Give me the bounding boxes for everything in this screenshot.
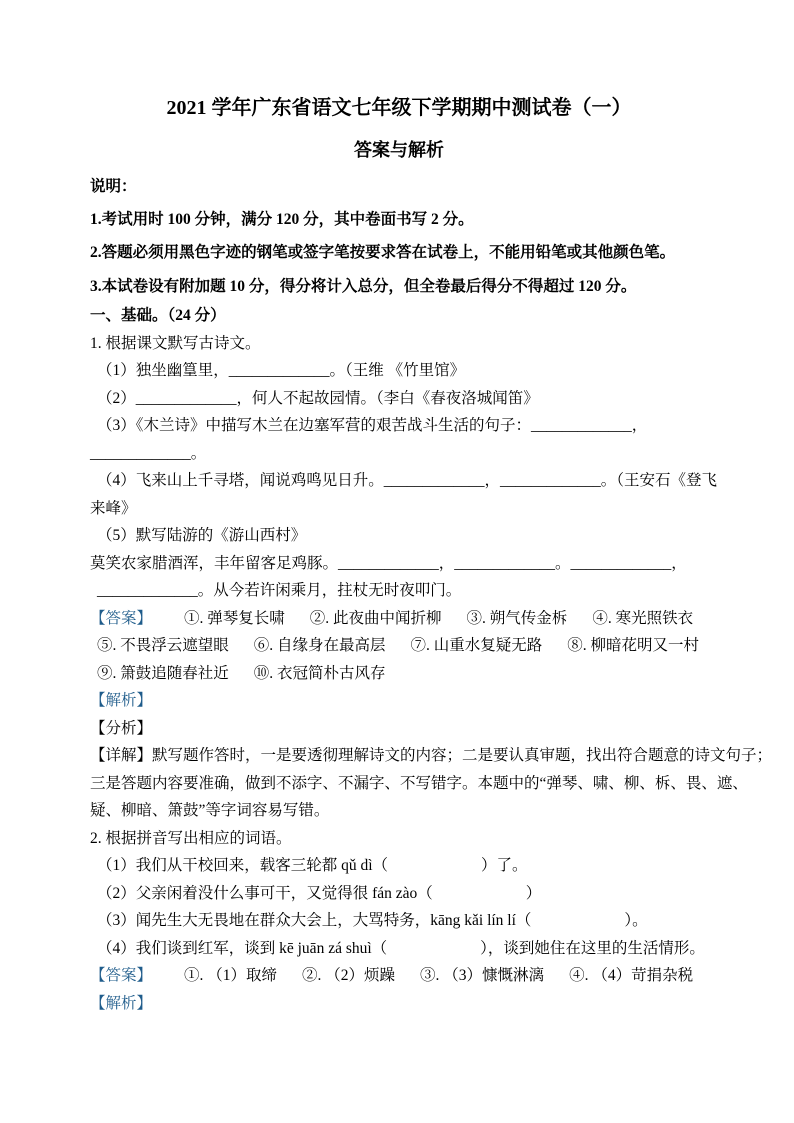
answer-item: ④. （4）苛捐杂税 bbox=[569, 967, 694, 984]
answer-item: ②. （2）烦躁 bbox=[302, 967, 396, 984]
q2-line-4: （4）我们谈到红军，谈到 kē juān zá shuì（ ），谈到她住在这里的生活情形。 bbox=[97, 939, 705, 957]
answer-item: ⑦. 山重水复疑无路 bbox=[410, 637, 543, 654]
q2-stem: 2. 根据拼音写出相应的词语。 bbox=[90, 829, 292, 847]
answer-item: ⑥. 自缘身在最高层 bbox=[253, 637, 386, 654]
q1-fenxi-label: 【分析】 bbox=[90, 719, 153, 737]
answer-item: ⑨. 箫鼓追随春社近 bbox=[97, 664, 229, 682]
q2-line-1: （1）我们从干校回来，载客三轮都 qǔ dì（ ）了。 bbox=[97, 857, 528, 874]
q2-answer-label: 【答案】 bbox=[90, 967, 153, 984]
q1-poem-line-2: _____________。从今若许闲乘月，拄杖无时夜叩门。 bbox=[97, 582, 462, 599]
page-subtitle: 答案与解析 bbox=[354, 140, 444, 160]
q1-answer-row-2 bbox=[90, 632, 708, 660]
answer-item: ①. （1）取缔 bbox=[184, 967, 278, 984]
answer-item: ⑩. 衣冠简朴古风存 bbox=[253, 664, 386, 682]
q1-line-3: （3）《木兰诗》中描写木兰在边塞军营的艰苦战斗生活的句子：_____________， bbox=[97, 417, 648, 434]
q1-answer-row-3 bbox=[90, 660, 708, 688]
q1-line-4-cont: 来峰》 bbox=[90, 499, 137, 517]
q1-jiexi-label: 【解析】 bbox=[90, 692, 153, 709]
note-item-2: 2.答题必须用黑色字迹的钢笔或签字笔按要求答在试卷上，不能用铅笔或其他颜色笔。 bbox=[90, 244, 676, 261]
page-title: 2021 学年广东省语文七年级下学期期中测试卷（一） bbox=[166, 97, 632, 119]
q1-line-5: （5）默写陆游的《游山西村》 bbox=[97, 527, 307, 544]
note-item-1: 1.考试用时 100 分钟，满分 120 分，其中卷面书写 2 分。 bbox=[90, 210, 474, 228]
q1-detail-line-1: 【详解】默写题作答时，一是要透彻理解诗文的内容；二是要认真审题，找出符合题意的诗文句子； bbox=[90, 747, 773, 764]
q2-line-2: （2）父亲闲着没什么事可干，又觉得很 fán zào（ ） bbox=[97, 884, 542, 902]
answer-item: ③. （3）慷慨淋漓 bbox=[420, 967, 545, 984]
q1-line-2: （2）_____________，何人不起故园情。（李白《春夜洛城闻笛》 bbox=[97, 389, 539, 407]
q2-jiexi-label: 【解析】 bbox=[90, 994, 153, 1012]
q1-detail-line-3: 疑、柳暗、箫鼓”等字词容易写错。 bbox=[90, 802, 330, 819]
q1-detail-line-2: 三是答题内容要准确，做到不添字、不漏字、不写错字。本题中的“弹琴、啸、柳、柝、畏、遮、 bbox=[90, 774, 748, 792]
answer-item: ⑧. 柳暗花明又一村 bbox=[567, 637, 700, 654]
q2-line-3: （3）闻先生大无畏地在群众大会上，大骂特务，kāng kǎi lín lí（ ）。 bbox=[97, 912, 648, 929]
answer-item: ①. 弹琴复长啸 bbox=[184, 609, 285, 627]
answer-item: ③. 朔气传金柝 bbox=[466, 609, 568, 627]
q1-poem-line-1: 莫笑农家腊酒浑，丰年留客足鸡豚。_____________，_____________。_____________， bbox=[90, 554, 687, 572]
section-heading: 一、基础。（24 分） bbox=[90, 307, 226, 324]
q1-stem: 1. 根据课文默写古诗文。 bbox=[90, 334, 261, 352]
q1-line-4: （4）飞来山上千寻塔，闻说鸡鸣见日升。_____________，_____________。（王安石《登飞 bbox=[97, 472, 718, 489]
q2-answer-row bbox=[90, 962, 708, 990]
q1-line-1: （1）独坐幽篁里，_____________。（王维 《竹里馆》 bbox=[97, 362, 466, 379]
q1-answer-label: 【答案】 bbox=[90, 609, 153, 627]
q1-answer-row-1 bbox=[90, 605, 708, 633]
notes-heading: 说明： bbox=[90, 178, 137, 195]
answer-item: ⑤. 不畏浮云遮望眼 bbox=[97, 637, 229, 654]
q1-line-3-cont: _____________。 bbox=[90, 444, 207, 462]
answer-item: ④. 寒光照铁衣 bbox=[592, 609, 694, 627]
note-item-3: 3.本试卷设有附加题 10 分，得分将计入总分，但全卷最后得分不得超过 120 分。 bbox=[90, 277, 637, 295]
answer-item: ②. 此夜曲中闻折柳 bbox=[309, 609, 442, 627]
